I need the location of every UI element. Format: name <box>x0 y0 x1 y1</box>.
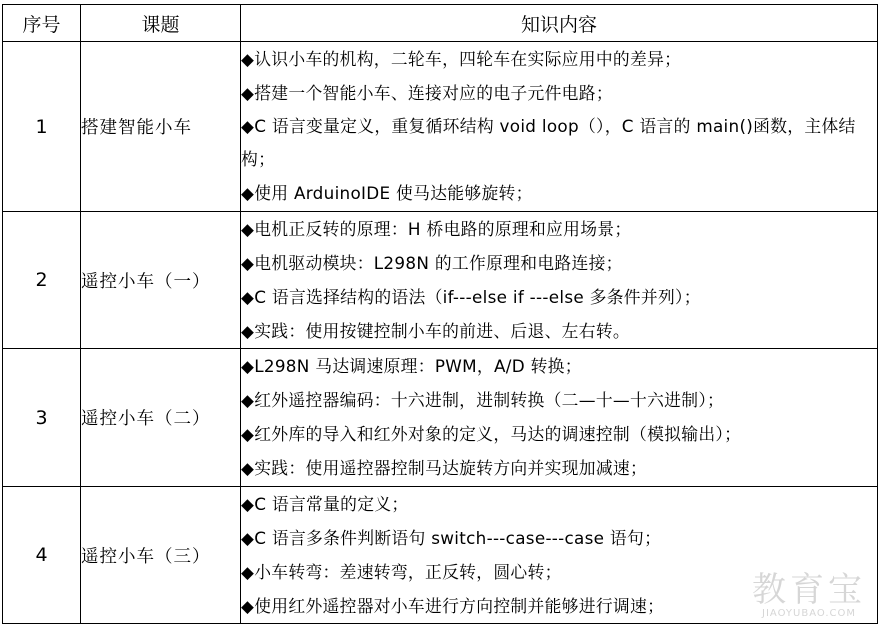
content-item: ◆实践：使用按键控制小车的前进、后退、左右转。 <box>241 321 630 341</box>
row-content <box>241 487 878 624</box>
course-table <box>2 4 878 624</box>
row-content <box>241 212 878 349</box>
header-topic: 课题 <box>81 5 241 42</box>
content-item: ◆C 语言多条件判断语句 switch---case---case 语句； <box>241 528 662 548</box>
content-item: ◆L298N 马达调速原理：PWM，A/D 转换； <box>241 356 582 376</box>
content-item: ◆小车转弯：差速转弯，正反转，圆心转； <box>241 562 562 582</box>
row-number: 4 <box>3 487 81 624</box>
header-content: 知识内容 <box>241 5 878 42</box>
content-item: ◆C 语言常量的定义； <box>241 494 409 514</box>
content-item: ◆红外库的导入和红外对象的定义，马达的调速控制（模拟输出）； <box>241 424 742 444</box>
content-item: ◆实践：使用遥控器控制马达旋转方向并实现加减速； <box>241 458 648 478</box>
row-topic: 遥控小车（一） <box>81 212 241 349</box>
content-item: ◆电机正反转的原理：H 桥电路的原理和应用场景； <box>241 219 632 239</box>
content-item: ◆C 语言选择结构的语法（if---else if ---else 多条件并列）； <box>241 287 701 307</box>
row-topic: 搭建智能小车 <box>81 42 241 212</box>
table-row <box>3 42 878 212</box>
table-row <box>3 212 878 349</box>
row-number: 3 <box>3 349 81 487</box>
content-item: ◆电机驱动模块：L298N 的工作原理和电路连接； <box>241 253 623 273</box>
table-header <box>3 5 878 42</box>
row-topic: 遥控小车（二） <box>81 349 241 487</box>
row-topic: 遥控小车（三） <box>81 487 241 624</box>
content-item: ◆使用红外遥控器对小车进行方向控制并能够进行调速； <box>241 596 665 616</box>
row-number: 2 <box>3 212 81 349</box>
row-content <box>241 349 878 487</box>
content-item: ◆使用 ArduinoIDE 使马达能够旋转； <box>241 183 533 203</box>
table-row <box>3 349 878 487</box>
table-row <box>3 487 878 624</box>
content-item: ◆搭建一个智能小车、连接对应的电子元件电路； <box>241 83 613 103</box>
row-content <box>241 42 878 212</box>
content-item: ◆认识小车的机构，二轮车，四轮车在实际应用中的差异； <box>241 49 682 69</box>
watermark-url: JIAOYUBAO.COM <box>762 608 856 619</box>
content-item: ◆红外遥控器编码：十六进制，进制转换（二—十—十六进制）； <box>241 390 725 410</box>
header-number: 序号 <box>3 5 81 42</box>
watermark-text: 教育宝 <box>752 570 866 610</box>
content-item: ◆C 语言变量定义，重复循环结构 void loop（），C 语言的 main()函数，主体结构； <box>241 116 856 169</box>
row-number: 1 <box>3 42 81 212</box>
